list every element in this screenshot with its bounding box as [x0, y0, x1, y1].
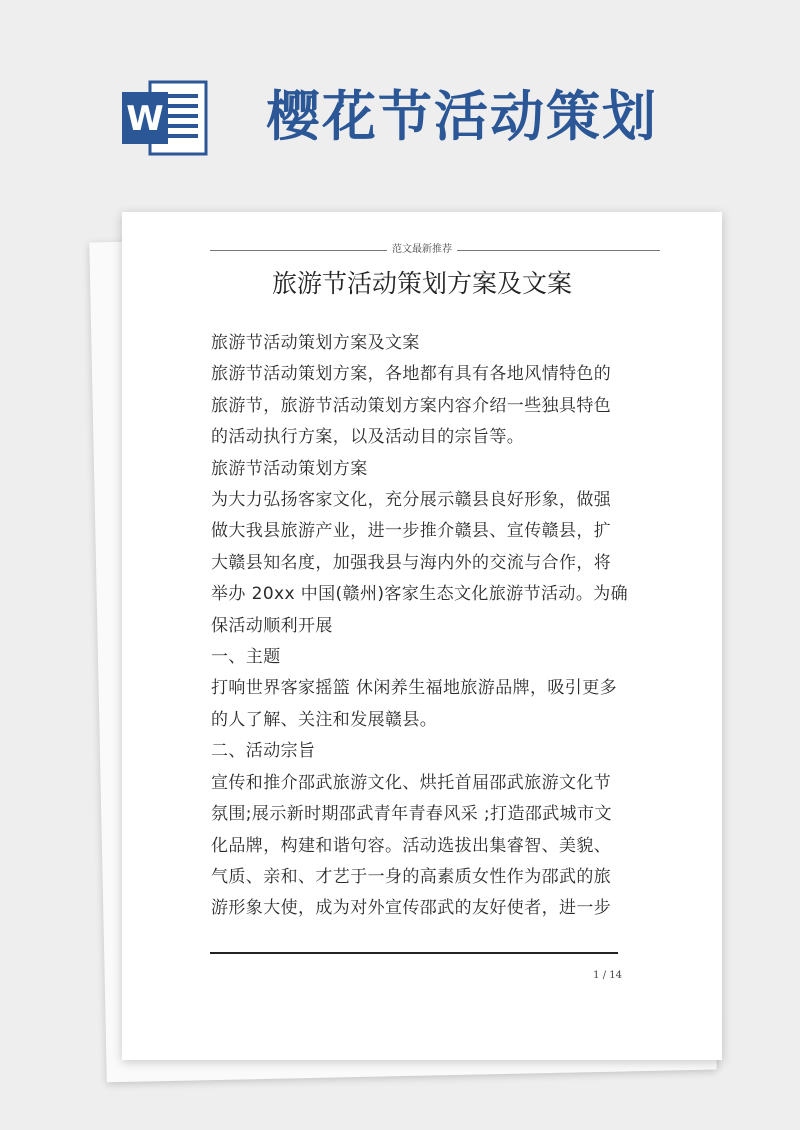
document-body [211, 328, 631, 925]
footer-rule [210, 952, 618, 954]
body-line: 的人了解、关注和发展赣县。 [211, 709, 438, 730]
body-line: 旅游节活动策划方案，各地都有具有各地风情特色的 [211, 364, 612, 385]
body-line: 旅游节活动策划方案 [211, 458, 368, 479]
body-line: 气质、亲和、才艺于一身的高素质女性作为邵武的旅 [211, 866, 612, 887]
body-line: 氛围;展示新时期邵武青年青春风采 ;打造邵武城市文 [211, 804, 612, 825]
page-number: 1 / 14 [593, 970, 622, 981]
word-document-icon [120, 78, 210, 158]
body-line: 的活动执行方案，以及活动目的宗旨等。 [211, 427, 525, 448]
section-heading: 一、主题 [211, 647, 281, 668]
section-heading: 二、活动宗旨 [211, 741, 316, 762]
body-line: 游形象大使，成为对外宣传邵武的友好使者，进一步 [211, 898, 612, 919]
body-line: 为大力弘扬客家文化，充分展示赣县良好形象，做强 [211, 490, 612, 511]
header-label: 范文最新推荐 [387, 242, 457, 258]
body-line: 打响世界客家摇篮 休闲养生福地旅游品牌，吸引更多 [211, 678, 618, 699]
body-line: 做大我县旅游产业，进一步推介赣县、宣传赣县，扩 [211, 521, 612, 542]
document-title: 旅游节活动策划方案及文案 [271, 269, 572, 298]
banner [0, 0, 800, 180]
body-line: 宣传和推介邵武旅游文化、烘托首届邵武旅游文化节 [211, 772, 612, 793]
body-line: 旅游节活动策划方案及文案 [211, 333, 420, 353]
banner-title: 樱花节活动策划 [266, 84, 658, 148]
body-line: 举办 20xx 中国(赣州)客家生态文化旅游节活动。为确 [211, 584, 629, 605]
word-logo-letter: W [126, 99, 164, 139]
document-page [122, 212, 722, 1060]
body-line: 化品牌，构建和谐句容。活动选拔出集睿智、美貌、 [211, 835, 612, 856]
body-line: 旅游节，旅游节活动策划方案内容介绍一些独具特色 [211, 395, 612, 416]
body-line: 保活动顺利开展 [211, 615, 333, 636]
body-line: 大赣县知名度，加强我县与海内外的交流与合作，将 [211, 552, 612, 573]
